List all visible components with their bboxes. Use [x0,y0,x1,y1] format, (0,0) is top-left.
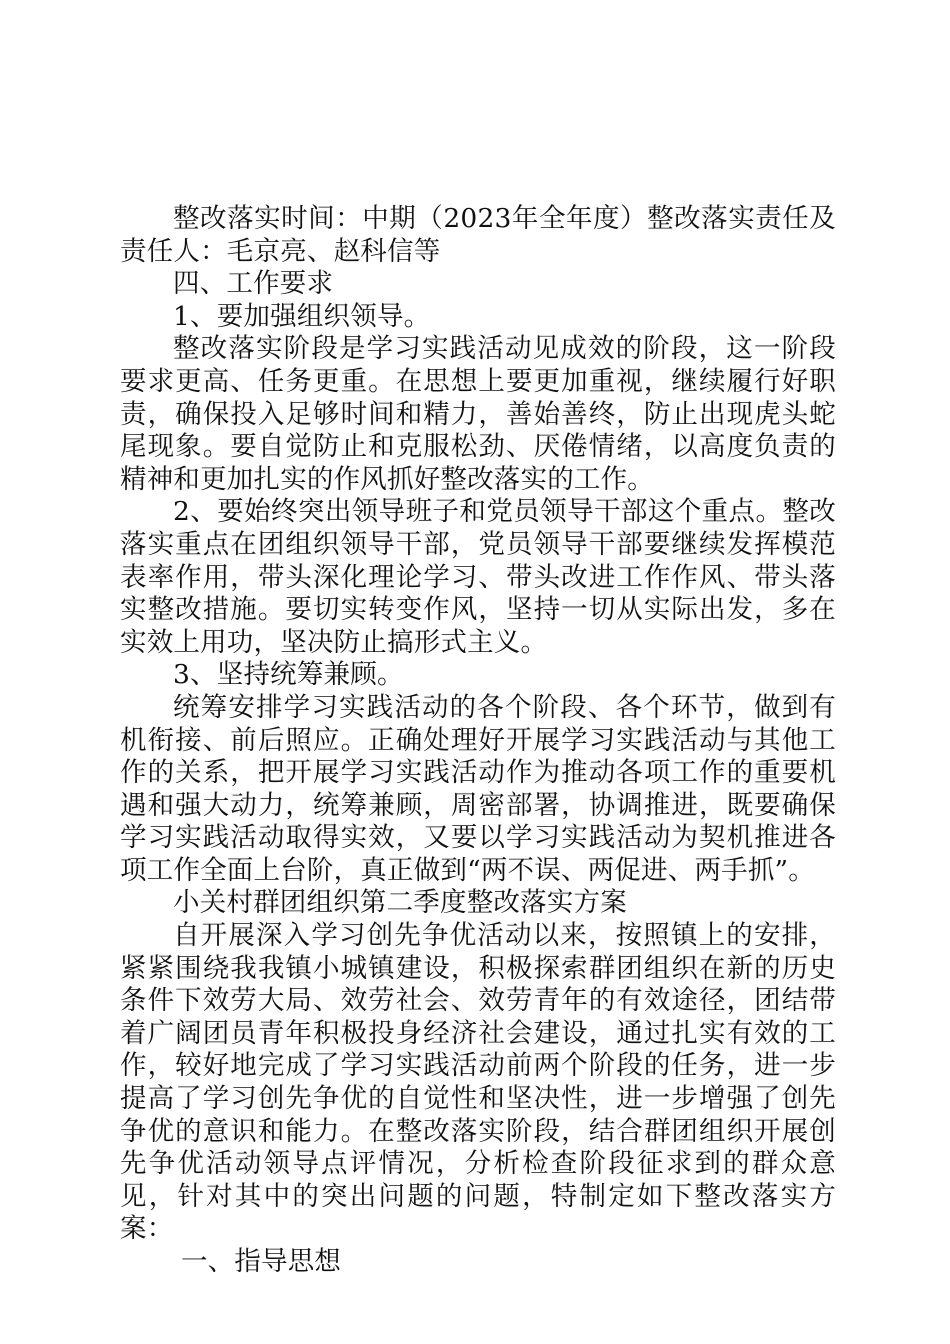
paragraph-rectification-time: 整改落实时间：中期（2023年全年度）整改落实责任及责任人：毛京亮、赵科信等 [120,203,836,267]
item-overall-planning: 3、坚持统筹兼顾。 [173,659,404,691]
document-body [120,203,836,1279]
paragraph-plan-intro: 自开展深入学习创先争优活动以来，按照镇上的安排，紧紧围绕我我镇小城镇建设，积极探索群团组织在新的历史条件下效劳大局、效劳社会、效劳青年的有效途径，团结带着广阔团员青年积极投身经济社会建设，通过扎实有效的工作，较好地完成了学习实践活动前两个阶段的任务，进一步提高了学习创先争优的自觉性和坚决性，进一步增强了创先争优的意识和能力。在整改落实阶段，结合群团组织开展创先争优活动领导点评情况，分析检查阶段征求到的群众意见，针对其中的突出问题的问题，特制定如下整改落实方案： [120,920,836,1245]
section-title-plan: 小关村群团组织第二季度整改落实方案 [173,887,627,919]
item-strengthen-leadership: 1、要加强组织领导。 [173,300,431,332]
paragraph-rectification-stage: 整改落实阶段是学习实践活动见成效的阶段，这一阶段要求更高、任务更重。在思想上要更加重视，继续履行好职责，确保投入足够时间和精力，善始善终，防止出现虎头蛇尾现象。要自觉防止和克服松劲、厌倦情绪，以高度负责的精神和更加扎实的作风抓好整改落实的工作。 [120,333,836,495]
paragraph-overall-arrangement: 统筹安排学习实践活动的各个阶段、各个环节，做到有机衔接、前后照应。正确处理好开展学习实践活动与其他工作的关系，把开展学习实践活动作为推动各项工作的重要机遇和强大动力，统筹兼顾，周密部署，协调推进，既要确保学习实践活动取得实效，又要以学习实践活动为契机推进各项工作全面上台阶，真正做到“两不误、两促进、两手抓”。 [120,691,836,886]
item-focus-leadership-team: 2、要始终突出领导班子和党员领导干部这个重点。整改落实重点在团组织领导干部，党员领导干部要继续发挥模范表率作用，带头深化理论学习、带头改进工作作风、带头落实整改措施。要切实转变作风，坚持一切从实际出发，多在实效上用功，坚决防止搞形式主义。 [120,496,836,658]
heading-work-requirements: 四、工作要求 [173,268,334,300]
heading-guiding-ideology: 一、指导思想 [180,1246,342,1277]
